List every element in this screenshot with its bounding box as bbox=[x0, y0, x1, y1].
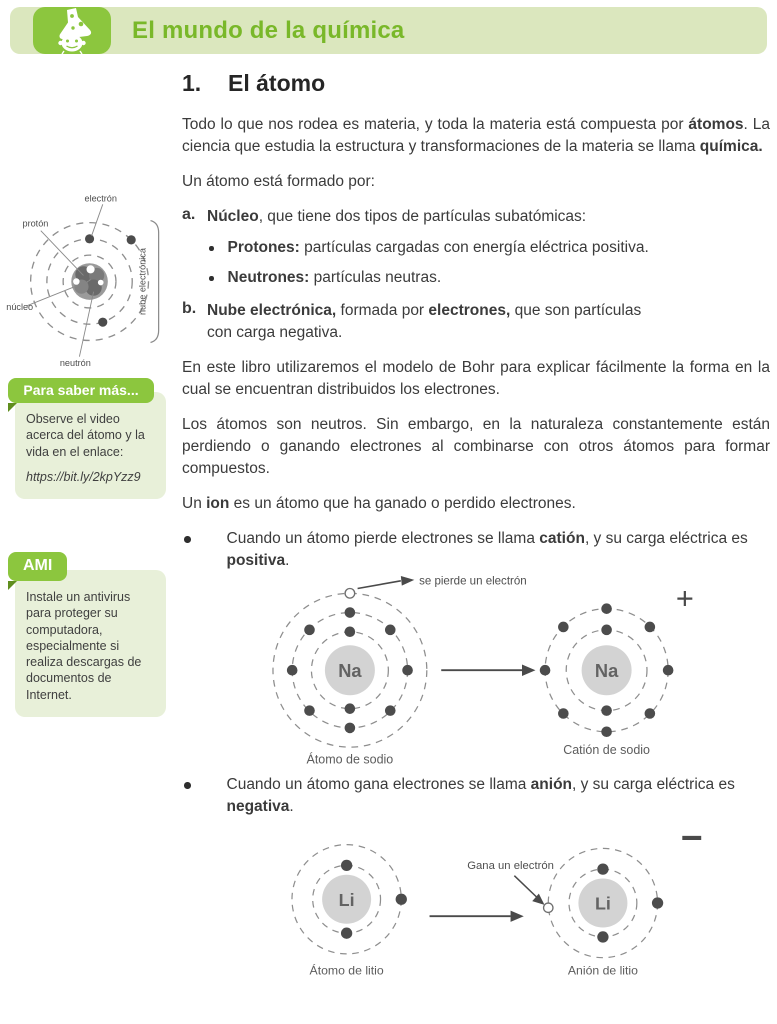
plus-charge-icon: + bbox=[675, 580, 694, 616]
lithium-anion-figure bbox=[226, 822, 716, 982]
element-symbol: Na bbox=[594, 659, 619, 681]
section-title: El átomo bbox=[228, 70, 326, 96]
label-proton: protón bbox=[22, 218, 49, 229]
lost-electron-label: se pierde un electrón bbox=[419, 576, 527, 588]
element-symbol: Na bbox=[338, 659, 362, 681]
paragraph-bohr: En este libro utilizaremos el modelo de Bohr para explicar fácilmente la forma en la cual se encuentran distribuidos los electrones. bbox=[182, 359, 770, 398]
lithium-anion-caption: Anión de litio bbox=[567, 963, 638, 978]
list-item-neutrones: Neutrones: partículas neutras. bbox=[209, 267, 770, 289]
cloud-bracket bbox=[151, 221, 159, 343]
gained-electron-arrow bbox=[514, 876, 544, 905]
sodium-cation bbox=[540, 603, 674, 737]
paragraph-ion: Un ion es un átomo que ha ganado o perdido electrones. bbox=[182, 495, 576, 512]
label-neutron: neutrón bbox=[59, 357, 91, 368]
lost-electron-arrow bbox=[358, 576, 415, 588]
bullet-icon bbox=[209, 276, 214, 281]
video-link[interactable]: https://bit.ly/2kpYzz9 bbox=[26, 469, 141, 484]
lithium-atom bbox=[292, 845, 407, 954]
bullet-icon bbox=[209, 246, 214, 251]
para-saber-mas-text: Observe el video acerca del átomo y la vida en el enlace: bbox=[26, 412, 145, 459]
bullet-icon bbox=[184, 536, 191, 543]
gained-electron-label: Gana un electrón bbox=[467, 860, 554, 873]
chapter-banner bbox=[10, 7, 767, 54]
sodium-cation-caption: Catión de sodio bbox=[563, 742, 650, 757]
ami-box bbox=[8, 552, 166, 717]
section-heading bbox=[182, 70, 770, 97]
lithium-atom-caption: Átomo de litio bbox=[309, 963, 384, 978]
para-saber-mas-body bbox=[15, 392, 166, 499]
ami-text: Instale un antivirus para proteger su computadora, especialmente si realiza descargas de documentos de Internet. bbox=[26, 590, 142, 702]
element-symbol: Li bbox=[594, 893, 611, 914]
para-saber-mas-box bbox=[8, 378, 166, 499]
sodium-cation-figure bbox=[222, 576, 722, 768]
list-item-protones: Protones: partículas cargadas con energía eléctrica positiva. bbox=[209, 237, 770, 259]
list-item-nucleo: a. Núcleo, que tiene dos tipos de partículas subatómicas: bbox=[182, 206, 587, 225]
transition-arrow bbox=[441, 664, 535, 676]
label-electron: electrón bbox=[84, 193, 117, 204]
paragraph-atom-formed: Un átomo está formado por: bbox=[182, 173, 375, 190]
bullet-anion: Cuando un átomo gana electrones se llama anión, y su carga eléctrica es negativa. bbox=[182, 774, 770, 818]
sodium-atom-caption: Átomo de sodio bbox=[306, 752, 394, 767]
chapter-title: El mundo de la química bbox=[132, 16, 405, 44]
chapter-badge bbox=[33, 7, 111, 54]
sodium-atom bbox=[273, 588, 427, 747]
main-content bbox=[182, 70, 770, 982]
atom-structure-diagram bbox=[2, 184, 170, 372]
gained-electron-icon bbox=[544, 903, 553, 912]
scientist-flask-icon bbox=[33, 7, 111, 54]
minus-charge-icon: − bbox=[680, 822, 703, 859]
transition-arrow bbox=[430, 911, 524, 922]
para-saber-mas-title: Para saber más... bbox=[8, 378, 154, 403]
lost-electron-icon bbox=[345, 588, 355, 598]
element-symbol: Li bbox=[338, 890, 355, 911]
paragraph-intro: Todo lo que nos rodea es materia, y toda la materia está compuesta por átomos. La ciencia que estudia la estructura y transformaciones de la materia se llama química. bbox=[182, 116, 770, 155]
lithium-anion bbox=[544, 849, 664, 958]
paragraph-neutral-atoms: Los átomos son neutros. Sin embargo, en la naturaleza constantemente están perdiendo o ganando electrones al combinarse con otros átomos para formar compuestos. bbox=[182, 416, 770, 477]
section-number: 1. bbox=[182, 70, 202, 96]
ami-title: AMI bbox=[8, 552, 67, 581]
bullet-cation: Cuando un átomo pierde electrones se llama catión, y su carga eléctrica es positiva. bbox=[182, 528, 770, 572]
label-nucleus: núcleo bbox=[6, 301, 34, 312]
label-electron-cloud: nube electrónica bbox=[137, 248, 148, 316]
ami-body bbox=[15, 570, 166, 717]
list-item-nube: b. Nube electrónica, formada por electrones, que son partículas con carga negativa. bbox=[182, 300, 642, 341]
bullet-icon bbox=[184, 782, 191, 789]
